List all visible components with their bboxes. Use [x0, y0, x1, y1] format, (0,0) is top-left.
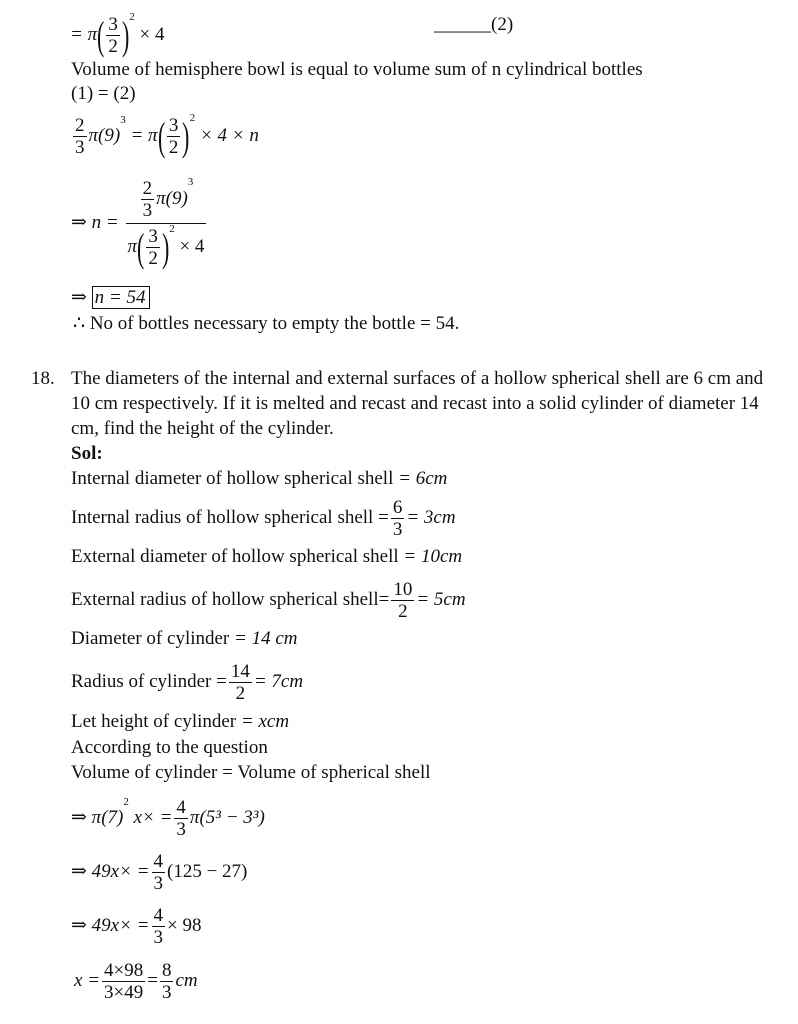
- cylinder-height: Let height of cylinder = xcm: [71, 711, 290, 732]
- according-to-question: According to the question: [71, 737, 268, 758]
- step-4: x = $\frac{4\times 98}{3\times 49}$ = $\frac{8}{3}$ cm: [74, 960, 198, 1003]
- internal-radius: Internal radius of hollow spherical shell = $\frac{6}{3}$ = 3cm: [71, 497, 456, 540]
- boxed-result: n = 54: [92, 286, 150, 309]
- question-number: 18.: [31, 368, 55, 389]
- equation-tag: ______(2): [434, 14, 514, 35]
- eq-tail: × 4: [139, 23, 165, 45]
- volume-statement: Volume of cylinder = Volume of spherical shell: [71, 762, 431, 783]
- equation-n: ⇒ n = $\frac{2}{3}$ $\pi(9)^3$ π( $\frac{3}{2}$ )$^2$ × 4: [71, 176, 205, 270]
- statement-reference: (1) = (2): [71, 83, 136, 104]
- equation-equate: $\frac{2}{3}$ $\pi(9)^3 = \pi$( $\frac{3}{2}$ )$^2$ × 4 × n: [75, 111, 259, 159]
- question-text-line3: cm, find the height of the cylinder.: [71, 418, 334, 439]
- result-n: ⇒ n = 54: [71, 287, 150, 309]
- solution-label: Sol:: [71, 443, 103, 464]
- big-fraction: $\frac{2}{3}$ $\pi(9)^3$ π( $\frac{3}{2}$ )$^2$ × 4: [127, 176, 205, 270]
- cylinder-diameter: Diameter of cylinder = 14 cm: [71, 628, 298, 649]
- internal-diameter: Internal diameter of hollow spherical shell = 6cm: [71, 468, 448, 489]
- eq-lhs: = π: [70, 23, 98, 45]
- step-1: ⇒ $\pi(7)^2$ x× = $\frac{4}{3}$ π(5³ − 3³): [71, 796, 265, 840]
- question-text-line2: 10 cm respectively. If it is melted and recast and recast into a solid cylinder of diameter 14: [71, 393, 759, 414]
- fraction: $\frac{3}{2}$: [108, 14, 118, 57]
- question-text-line1: The diameters of the internal and external surfaces of a hollow spherical shell are 6 cm and: [71, 368, 764, 389]
- step-3: ⇒ 49x× = $\frac{4}{3}$ × 98: [71, 905, 202, 948]
- cylinder-radius: Radius of cylinder = $\frac{14}{2}$ = 7cm: [71, 661, 304, 704]
- external-diameter: External diameter of hollow spherical shell = 10cm: [71, 546, 463, 567]
- statement-equal-volumes: Volume of hemisphere bowl is equal to volume sum of n cylindrical bottles: [71, 59, 643, 80]
- external-radius: External radius of hollow spherical shell= $\frac{10}{2}$ = 5cm: [71, 579, 466, 622]
- conclusion: ∴ No of bottles necessary to empty the bottle = 54.: [73, 313, 460, 334]
- equation-bottles-volume: = π( $\frac{3}{2}$ )$^2$ × 4: [70, 10, 165, 58]
- step-2: ⇒ 49x× = $\frac{4}{3}$ (125 − 27): [71, 851, 248, 894]
